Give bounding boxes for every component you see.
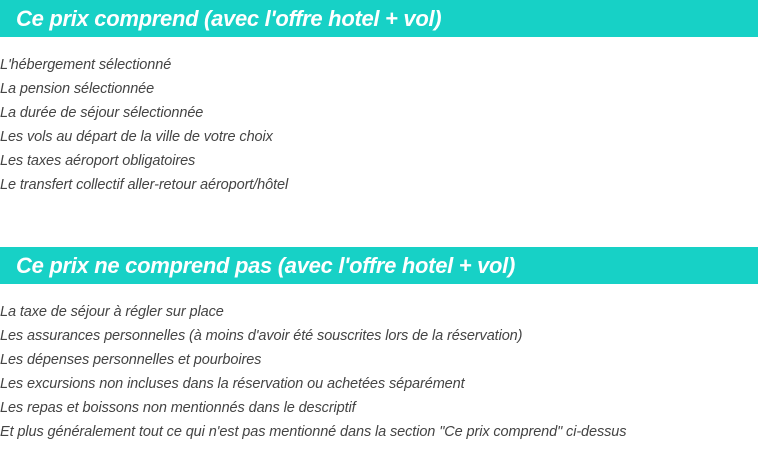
price-excludes-section [0, 247, 758, 444]
list-item: Les dépenses personnelles et pourboires [0, 352, 262, 368]
list-item: Les excursions non incluses dans la réservation ou achetées séparément [0, 376, 465, 392]
price-includes-title: Ce prix comprend (avec l'offre hotel + vol) [16, 5, 442, 31]
list-item: La taxe de séjour à régler sur place [0, 304, 224, 320]
price-excludes-list [0, 300, 758, 444]
list-item: L'hébergement sélectionné [0, 57, 172, 73]
list-item: Les vols au départ de la ville de votre choix [0, 129, 273, 145]
list-item: Et plus généralement tout ce qui n'est pas mentionné dans la section "Ce prix comprend" ci-dessus [0, 424, 627, 440]
price-includes-list [0, 53, 758, 197]
list-item: Les repas et boissons non mentionnés dans le descriptif [0, 400, 356, 416]
list-item: Le transfert collectif aller-retour aéroport/hôtel [0, 177, 289, 193]
list-item: La durée de séjour sélectionnée [0, 105, 204, 121]
price-excludes-title: Ce prix ne comprend pas (avec l'offre hotel + vol) [16, 252, 516, 278]
list-item: La pension sélectionnée [0, 81, 155, 97]
price-excludes-header [0, 247, 758, 284]
list-item: Les assurances personnelles (à moins d'avoir été souscrites lors de la réservation) [0, 328, 523, 344]
price-includes-section [0, 0, 758, 197]
price-includes-header [0, 0, 758, 37]
list-item: Les taxes aéroport obligatoires [0, 153, 196, 169]
